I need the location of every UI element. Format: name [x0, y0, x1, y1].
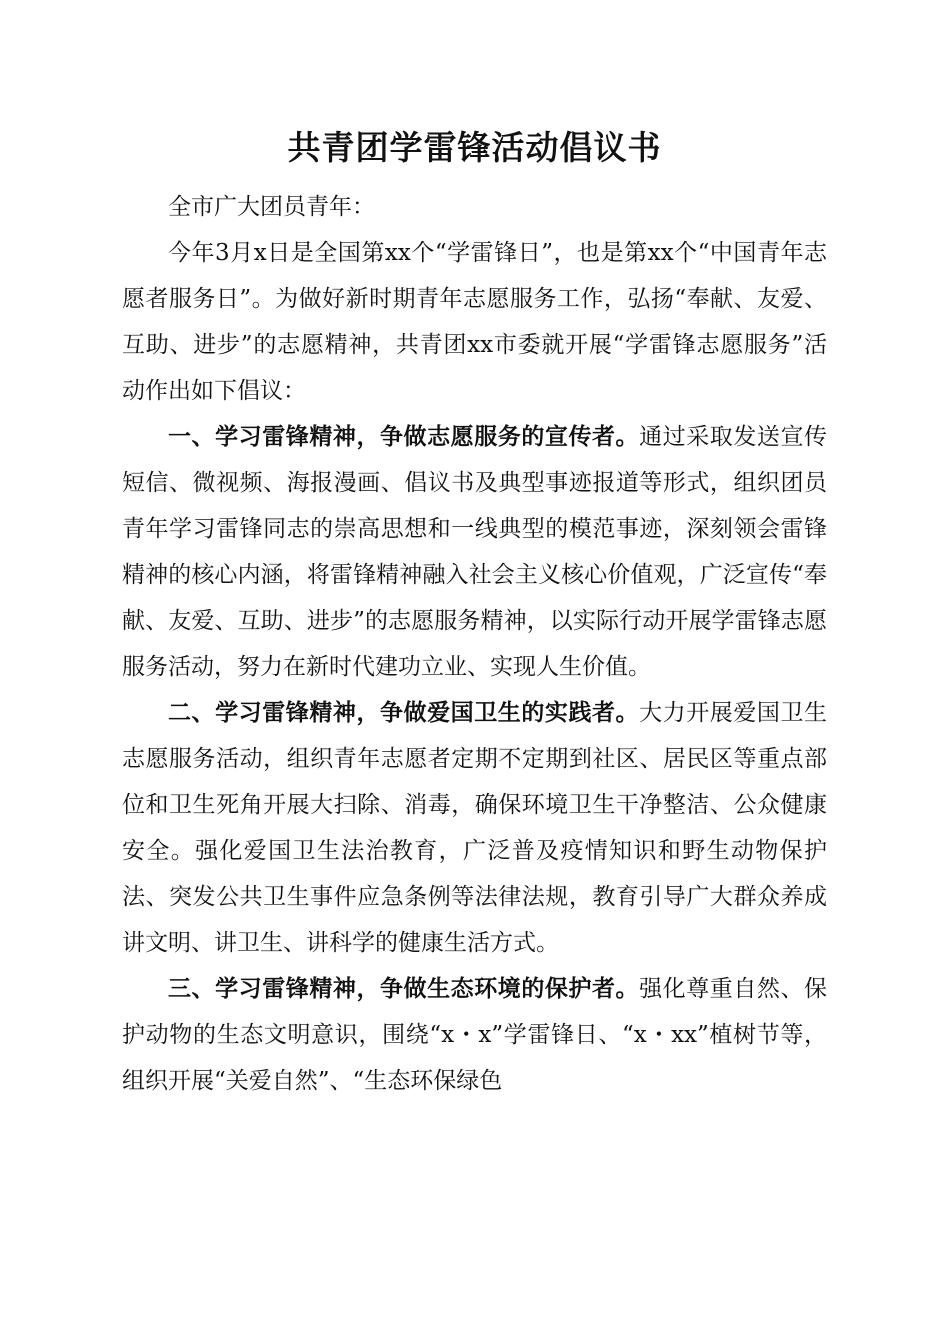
- section-1: [122, 414, 827, 690]
- salutation: 全市广大团员青年：: [168, 194, 375, 220]
- section-3: [122, 966, 827, 1104]
- section-1-heading: 一、学习雷锋精神，争做志愿服务的宣传者。: [168, 423, 640, 450]
- document-page: [122, 128, 827, 1104]
- section-2: [122, 690, 827, 966]
- section-1-body: 通过采取发送宣传短信、微视频、海报漫画、倡议书及典型事迹报道等形式，组织团员青年学习雷锋同志的崇高思想和一线典型的模范事迹，深刻领会雷锋精神的核心内涵，将雷锋精神融入社会主义核心价值观，广泛宣传“奉献、友爱、互助、进步”的志愿服务精神，以实际行动开展学雷锋志愿服务活动，努力在新时代建功立业、实现人生价值。: [122, 424, 828, 680]
- document-title: 共青团学雷锋活动倡议书: [287, 128, 662, 167]
- section-3-heading: 三、学习雷锋精神，争做生态环境的保护者。: [168, 975, 640, 1002]
- section-2-body: 大力开展爱国卫生志愿服务活动，组织青年志愿者定期不定期到社区、居民区等重点部位和卫生死角开展大扫除、消毒，确保环境卫生干净整洁、公众健康安全。强化爱国卫生法治教育，广泛普及疫情知识和野生动物保护法、突发公共卫生事件应急条例等法律法规，教育引导广大群众养成讲文明、讲卫生、讲科学的健康生活方式。: [122, 700, 828, 956]
- section-3-body: 强化尊重自然、保护动物的生态文明意识，围绕“x・x”学雷锋日、“x・xx”植树节等，组织开展“关爱自然”、“生态环保绿色: [122, 976, 828, 1094]
- section-2-heading: 二、学习雷锋精神，争做爱国卫生的实践者。: [168, 699, 640, 726]
- intro-paragraph: 今年3月x日是全国第xx个“学雷锋日”，也是第xx个“中国青年志愿者服务日”。为做好新时期青年志愿服务工作，弘扬“奉献、友爱、互助、进步”的志愿精神，共青团xx市委就开展“学雷锋志愿服务”活动作出如下倡议：: [122, 240, 827, 404]
